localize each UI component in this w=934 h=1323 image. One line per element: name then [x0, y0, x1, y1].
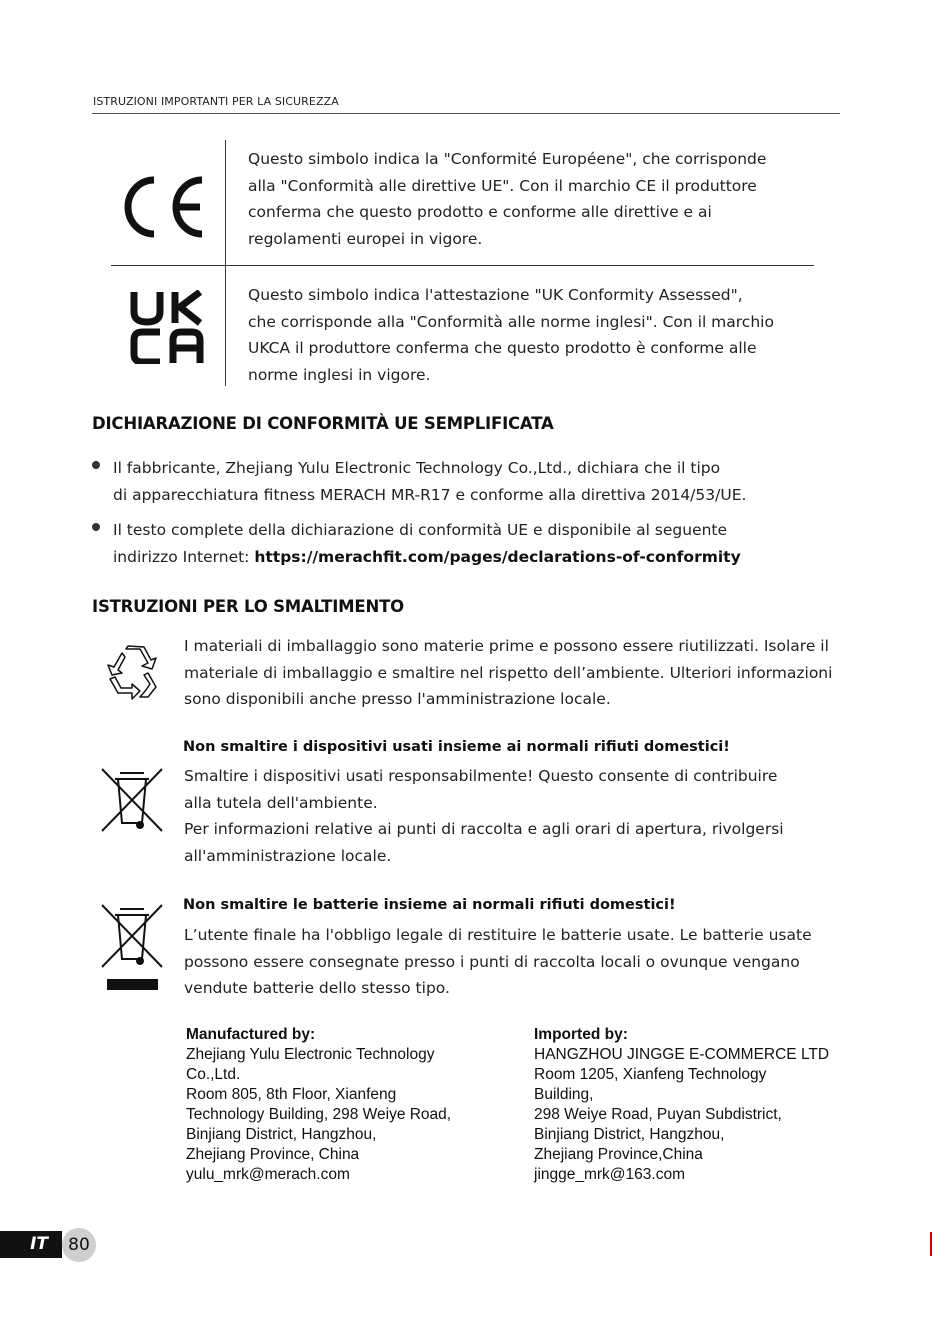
packaging-disposal-text: I materiali di imballaggio sono materie prime e possono essere riutilizzati. Isolare il materiale di imballaggio e smaltire nel rispetto dell’ambiente. Ulteriori informazioni sono disponibili anche presso l'amministrazione locale. — [184, 637, 833, 708]
edge-mark — [930, 1232, 932, 1256]
importer-block: Imported by: HANGZHOU JINGGE E-COMMERCE LTD Room 1205, Xianfeng Technology Building, 298 Weiye Road, Puyan Subdistrict, Binjiang District, Hangzhou, Zhejiang Province,China jingge_mrk@163.com — [534, 1025, 834, 1185]
crossed-bin-icon — [100, 767, 164, 835]
ukca-description: Questo simbolo indica l'attestazione "UK Conformity Assessed", che corrisponde alla "Conformità alle norme inglesi". Con il marchio UKCA il produttore conferma che questo prodotto è conforme alle norme inglesi in vigore. — [248, 286, 774, 384]
conformity-url-link[interactable]: https://merachfit.com/pages/declarations-of-conformity — [254, 547, 741, 566]
page-number: 80 — [62, 1228, 96, 1262]
batteries-disposal-heading: Non smaltire le batterie insieme ai normali rifiuti domestici! — [183, 897, 676, 913]
devices-disposal-text: Smaltire i dispositivi usati responsabilmente! Questo consente di contribuire alla tutela dell'ambiente. Per informazioni relative ai punti di raccolta e agli orari di apertura, rivolgersi all'amministrazione locale. — [184, 767, 784, 865]
bullet-dot — [92, 461, 100, 469]
bullet-dot — [92, 523, 100, 531]
batteries-disposal-text: L’utente finale ha l'obbligo legale di restituire le batterie usate. Le batterie usate possono essere consegnate presso i punti di raccolta locali o ovunque vengano vendute batterie dello stesso tipo. — [184, 926, 812, 997]
page-header-title: ISTRUZIONI IMPORTANTI PER LA SICUREZZA — [93, 95, 339, 108]
crossed-bin-battery-icon — [100, 903, 164, 971]
manufacturer-heading: Manufactured by: — [186, 1026, 316, 1043]
language-tab: IT — [0, 1231, 62, 1258]
ukca-mark-icon — [130, 290, 204, 364]
declaration-bullet-1: Il fabbricante, Zhejiang Yulu Electronic Technology Co.,Ltd., dichiara che il tipo di apparecchiatura fitness MERACH MR-R17 e conforme alla direttiva 2014/53/UE. — [113, 459, 747, 504]
battery-bar-mark — [107, 979, 158, 990]
symbol-table-divider — [225, 140, 226, 386]
disposal-heading: ISTRUZIONI PER LO SMALTIMENTO — [92, 597, 404, 616]
header-divider — [92, 113, 840, 114]
importer-heading: Imported by: — [534, 1026, 628, 1043]
devices-disposal-heading: Non smaltire i dispositivi usati insieme ai normali rifiuti domestici! — [183, 739, 730, 755]
ce-description: Questo simbolo indica la "Conformité Européene", che corrisponde alla "Conformità alle direttive UE". Con il marchio CE il produttore conferma che questo prodotto e conforme alle direttive e ai regolamenti europei in vigore. — [248, 150, 767, 248]
declaration-bullet-2: Il testo complete della dichiarazione di conformità UE e disponibile al seguente indirizzo Internet: https://merachfit.com/pages/declarations-of-conformity — [113, 521, 741, 566]
symbol-table-row-divider — [111, 265, 814, 266]
recycle-icon — [104, 643, 162, 701]
ce-mark-icon — [118, 172, 206, 242]
declaration-heading: DICHIARAZIONE DI CONFORMITÀ UE SEMPLIFICATA — [92, 414, 554, 433]
manufacturer-block: Manufactured by: Zhejiang Yulu Electronic Technology Co.,Ltd. Room 805, 8th Floor, Xianfeng Technology Building, 298 Weiye Road, Binjiang District, Hangzhou, Zhejiang Province, China yulu_mrk@merach.com — [186, 1025, 506, 1185]
